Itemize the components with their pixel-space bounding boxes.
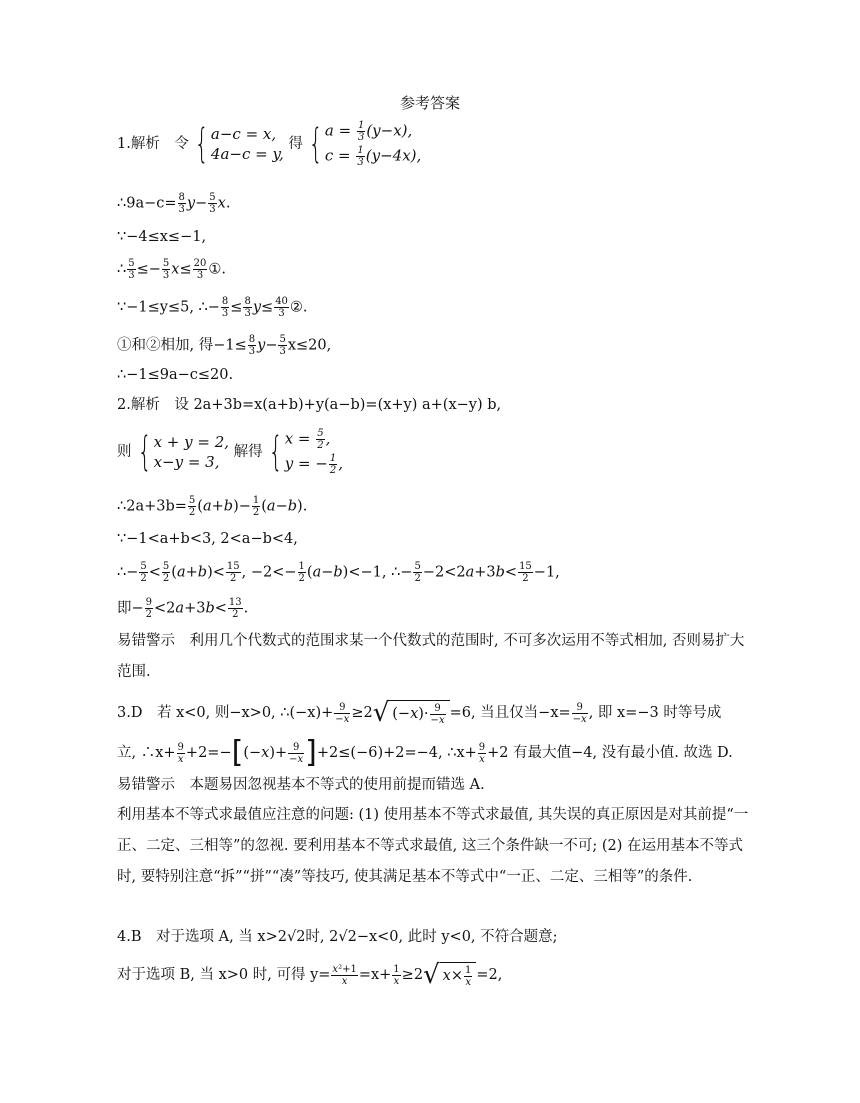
q4-l2-mid: =x+ xyxy=(358,967,392,983)
q3-l2-post: +2≤(−6)+2=−4, ∴x+ xyxy=(316,745,477,761)
q2-line-5: ∴− $\frac{5}{2}$ < $\frac{5}{2}$ (a+b)< $\frac{15}{2}$ , −2<− $\frac{1}{2}$ (a−b)<−1, ∴− $\frac{5}{2}$ −2<2a+3b< $\frac{15}{2}$ −1, xyxy=(117,561,560,584)
q1-left-system xyxy=(193,121,284,167)
q1-get: 得 xyxy=(288,136,303,152)
q2-right-system: { x = $\frac{5}{2}$ , y = − $\frac{1}{2}$ , xyxy=(268,428,344,476)
q1-label: 1.解析 令 xyxy=(117,136,189,152)
left-brace-icon: { xyxy=(268,429,283,475)
q1-l5-pre: ∵−1≤y≤5, ∴− xyxy=(117,299,220,316)
q1-sol-c: c = xyxy=(324,146,356,165)
q2-line-6: 即− $\frac{9}{2}$ <2a+3b< $\frac{13}{2}$ . xyxy=(117,597,249,620)
q2-system-line xyxy=(117,428,343,476)
q1-l6-pre: ①和②相加, 得−1≤ xyxy=(117,337,247,354)
q2-l5-pre: ∴− xyxy=(117,564,139,581)
q4-l2-end: =2, xyxy=(476,967,503,983)
q1-sol-a: a = xyxy=(324,121,356,140)
q2-res-y: y = − xyxy=(284,454,328,473)
q2-eq-1: x + y = 2, xyxy=(153,433,230,451)
q1-line-3: ∵−4≤x≤−1, xyxy=(117,229,207,245)
q3-l2-pre: 立, ∴x+ xyxy=(117,745,176,761)
left-brace-icon: { xyxy=(309,121,324,167)
q1-l5-post: ②. xyxy=(289,299,308,316)
q2-left-system xyxy=(136,429,230,475)
q3-note: 利用基本不等式求最值应注意的问题: (1) 使用基本不等式求最值, 其失误的真正原因是对其前提“一正、二定、三相等”的忽视. 要利用基本不等式求最值, 这三个条件缺一不可; (2) 在运用基本不等式时, 要特别注意“拆”“拼”“凑”等技巧, 使其满足基本不等式中“一正、二定、三相等”的条件. xyxy=(117,807,749,885)
q1-line-4: ∴ $\frac{5}{3}$ ≤− $\frac{5}{3}$ x≤ $\frac{20}{3}$ ①. xyxy=(117,258,226,281)
q2-line-3: ∴2a+3b= $\frac{5}{2}$ (a+b)− $\frac{1}{2}$ (a−b). xyxy=(117,495,308,518)
q4-l2-mid2: ≥2 xyxy=(401,967,424,983)
q3-l2-mid: +2=− xyxy=(185,745,232,761)
q3-line-2: 立, ∴x+ $\frac{9}{x}$ +2=−[(−x)+ $\frac{9}{-x}$ ]+2≤(−6)+2=−4, ∴x+ $\frac{9}{x}$ +2 有最大值−4, 没有最小值. 故选 D. xyxy=(117,735,733,770)
q2-eq-2: x−y = 3, xyxy=(153,453,220,471)
q4-l2-pre: 对于选项 B, 当 x>0 时, 可得 y= xyxy=(117,967,331,983)
q1-eq-2: 4a−c = y, xyxy=(210,145,284,163)
q1-eq-1: a−c = x, xyxy=(210,125,277,143)
q1-l4-pre: ∴ xyxy=(117,261,127,278)
q1-l2-text: ∴9a−c= xyxy=(117,195,177,212)
q3-warning: 易错警示 本题易因忽视基本不等式的使用前提而错选 A. xyxy=(117,777,485,793)
q1-line-5: ∵−1≤y≤5, ∴− $\frac{8}{3}$ ≤ $\frac{8}{3}$ y≤ $\frac{40}{3}$ ②. xyxy=(117,296,308,319)
q2-res-x: x = xyxy=(284,429,316,448)
q1-line-7: ∴−1≤9a−c≤20. xyxy=(117,367,234,383)
left-brace-icon: { xyxy=(137,429,152,475)
q1-line-2: ∴9a−c= $\frac{8}{3}$ y− $\frac{5}{3}$ x. xyxy=(117,192,231,215)
q2-solve: 解得 xyxy=(233,444,263,460)
q1-sol-c-rest: (y−4x), xyxy=(365,146,422,165)
q4-line-2: 对于选项 B, 当 x>0 时, 可得 y= $\frac{\text{x²+1}}{x}$ =x+ $\frac{1}{x}$ ≥2 √ x × $\frac{1}{x}$ =2, xyxy=(117,960,503,990)
q3-l2-end: +2 有最大值−4, 没有最小值. 故选 D. xyxy=(487,745,733,761)
page-title: 参考答案 xyxy=(399,94,460,112)
q1-l6-post: x≤20, xyxy=(287,337,332,354)
q2-line-4: ∵−1<a+b<3, 2<a−b<4, xyxy=(117,531,298,547)
q3-l1-pre: 3.D 若 x<0, 则−x>0, ∴(−x)+ xyxy=(117,705,334,721)
q1-system-line xyxy=(117,120,421,168)
q1-line-6: ①和②相加, 得−1≤ $\frac{8}{3}$ y− $\frac{5}{3}$ x≤20, xyxy=(117,334,332,357)
q1-sol-a-rest: (y−x), xyxy=(366,121,413,140)
q2-l6-pre: 即− xyxy=(117,600,144,617)
q4-line-1: 4.B 对于选项 A, 当 x>2√2时, 2√2−x<0, 此时 y<0, 不符合题意; xyxy=(117,929,558,945)
q3-l1-post: =6, 当且仅当−x= xyxy=(449,705,571,721)
q1-l4-post: ①. xyxy=(208,261,226,278)
q3-l1-end: , 即 x=−3 时等号成 xyxy=(588,705,722,721)
q2-warning: 易错警示 利用几个代数式的范围求某一个代数式的范围时, 不可多次运用不等式相加, 否则易扩大范围. xyxy=(117,633,745,680)
q3-line-1: 3.D 若 x<0, 则−x>0, ∴(−x)+ $\frac{9}{-x}$ ≥2 √ (− x )· $\frac{9}{-x}$ =6, 当且仅当−x= $\frac{9}{-x}$ , 即 x=−3 时等号成 xyxy=(117,698,722,728)
q2-line-1: 2.解析 设 2a+3b=x(a+b)+y(a−b)=(x+y) a+(x−y) b, xyxy=(117,397,502,413)
q2-l3-pre: ∴2a+3b= xyxy=(117,498,187,515)
q2-then: 则 xyxy=(117,444,132,460)
q3-l1-mid: ≥2 xyxy=(351,705,373,721)
left-brace-icon: { xyxy=(195,121,210,167)
q1-right-system: { a = $\frac{1}{3}$ (y−x), c = $\frac{1}{3}$ (y−4x), xyxy=(309,120,422,168)
